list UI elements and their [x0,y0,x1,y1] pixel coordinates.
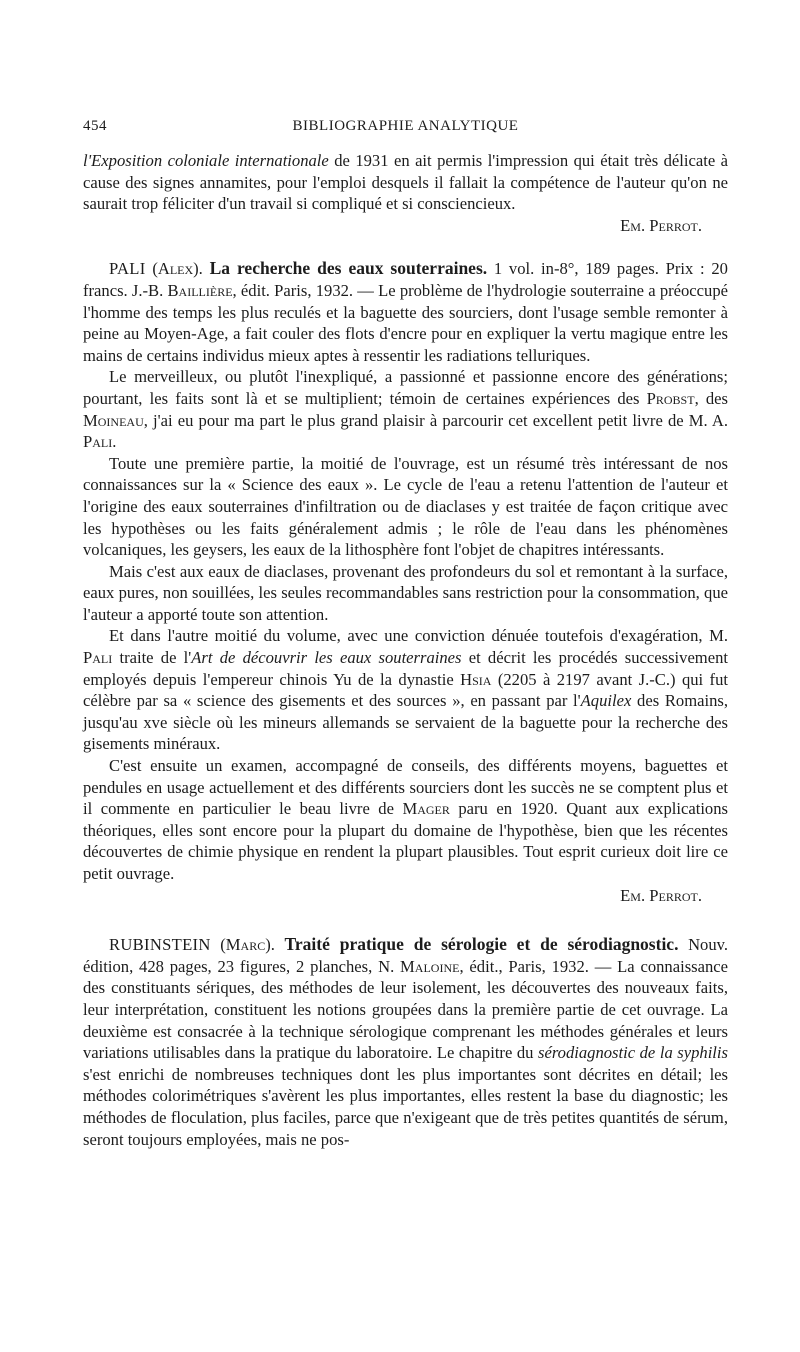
author-name: PALI [109,259,146,279]
review-continued [83,150,728,236]
review-rubinstein [83,934,728,1150]
signature: Em. Perrot. [620,885,702,905]
review1-paragraph-5: Et dans l'autre moitié du volume, avec une conviction dénuée toutefois d'exagération, M. Pali traite de l'Art de découvrir les eaux souterraines et décrit les procédés successivement employés depuis l'empereur chinois Yu de la dynastie Hsia (2205 à 2197 avant J.-C.) qui fut célèbre par sa « science des gisements et des sources », en passant par l'Aquilex des Romains, jusqu'au xve siècle où les mineurs allemands se servaient de la baguette pour la recherche des gisements minéraux. [83,626,728,754]
exposition-title: l'Exposition coloniale internationale [83,151,329,170]
page-body [83,150,728,1150]
review-pali [83,258,728,906]
author-first: (Marc). [220,935,275,955]
signature: Em. Perrot. [620,215,702,235]
running-header [83,118,728,140]
publisher: Baillière [167,280,233,300]
review1-paragraph-3: Toute une première partie, la moitié de l'ouvrage, est un résumé très intéressant de nos connaissances sur la « Science des eaux ». Le cycle de l'eau a retenu l'attention de l'auteur et l'origine des eaux souterraines d'infiltration ou de diaclases y est traitée de façon critique avec les hypothèses ou les faits généralement admis ; le rôle de l'eau dans les phénomènes volcaniques, les geysers, les eaux de la lithosphère font l'objet de chapitres intéressants. [83,453,728,560]
review1-paragraph-4: Mais c'est aux eaux de diaclases, provenant des profondeurs du sol et remontant à la surface, eaux pures, non souillées, les seules recommandables sans restriction pour la consommation, que l'auteur a apporté toute son attention. [83,561,728,624]
page-number: 454 [83,118,107,134]
book-title: Traité pratique de sérologie et de sérodiagnostic. [284,934,679,955]
review2-header: RUBINSTEIN (Marc). Traité pratique de sérologie et de sérodiagnostic. Nouv. édition, 428 pages, 23 figures, 2 planches, N. Maloine, édit., Paris, 1932. — La connaissance des constituants sériques, des méthodes de leur isolement, les découvertes des nouveaux faits, leur interprétation, constituent les notions groupées dans la première partie de cet ouvrage. La deuxième est consacrée à la technique sérologique comprenant les méthodes générales et leurs variations utilisables dans la pratique du laboratoire. Le chapitre du sérodiagnostic de la syphilis s'est enrichi de nombreuses techniques dont les plus importantes sont décrites en détail; les méthodes colorimétriques s'avèrent les plus importantes, elles restent la base du diagnostic; les méthodes de floculation, plus faciles, parce que n'exigeant que de très petites quantités de sérum, seront toujours employées, mais ne pos- [83,934,729,1149]
author-name: RUBINSTEIN [109,935,211,955]
review1-paragraph-6: C'est ensuite un examen, accompagné de conseils, des différents moyens, baguettes et pendules en usage actuellement et des différents sourciers dont les succès ne se comptent plus et il commente en particulier le beau livre de Mager paru en 1920. Quant aux explications théoriques, elles sont encore pour la plupart du domaine de l'hypothèse, bien que les récentes découvertes de chimie physique en rendent la plupart plausibles. Tout esprit curieux doit lire ce petit ouvrage. [83,756,728,883]
author-first: (Alex). [152,259,203,279]
review0-text: l'Exposition coloniale internationale de 1931 en ait permis l'impression qui était très délicate à cause des signes annamites, pour l'emploi desquels il fallait la compétence de l'auteur qu'on ne saurait trop féliciter d'un travail si compliqué et si consciencieux. [83,151,729,214]
book-title: La recherche des eaux souterraines. [209,258,488,279]
review1-header: PALI (Alex). La recherche des eaux souterraines. 1 vol. in-8°, 189 pages. Prix : 20 francs. J.-B. Baillière, édit. Paris, 1932. — Le problème de l'hydrologie souterraine a préoccupé l'homme des temps les plus reculés et la baguette des sourciers, dont l'usage semble remonter à peine au Moyen-Age, a fait couler des flots d'encre pour en expliquer la vertu magique entre les mains de certains individus mieux aptes à ressentir les radiations telluriques. [83,258,728,365]
running-title: BIBLIOGRAPHIE ANALYTIQUE [292,118,519,134]
publisher: Maloine [400,956,460,976]
review1-paragraph-2: Le merveilleux, ou plutôt l'inexpliqué, a passionné et passionne encore des générations; pourtant, les faits sont là et se multiplient; témoin de certaines expériences des Probst, des Moineau, j'ai eu pour ma part le plus grand plaisir à parcourir cet excellent petit livre de M. A. Pali. [83,367,728,452]
